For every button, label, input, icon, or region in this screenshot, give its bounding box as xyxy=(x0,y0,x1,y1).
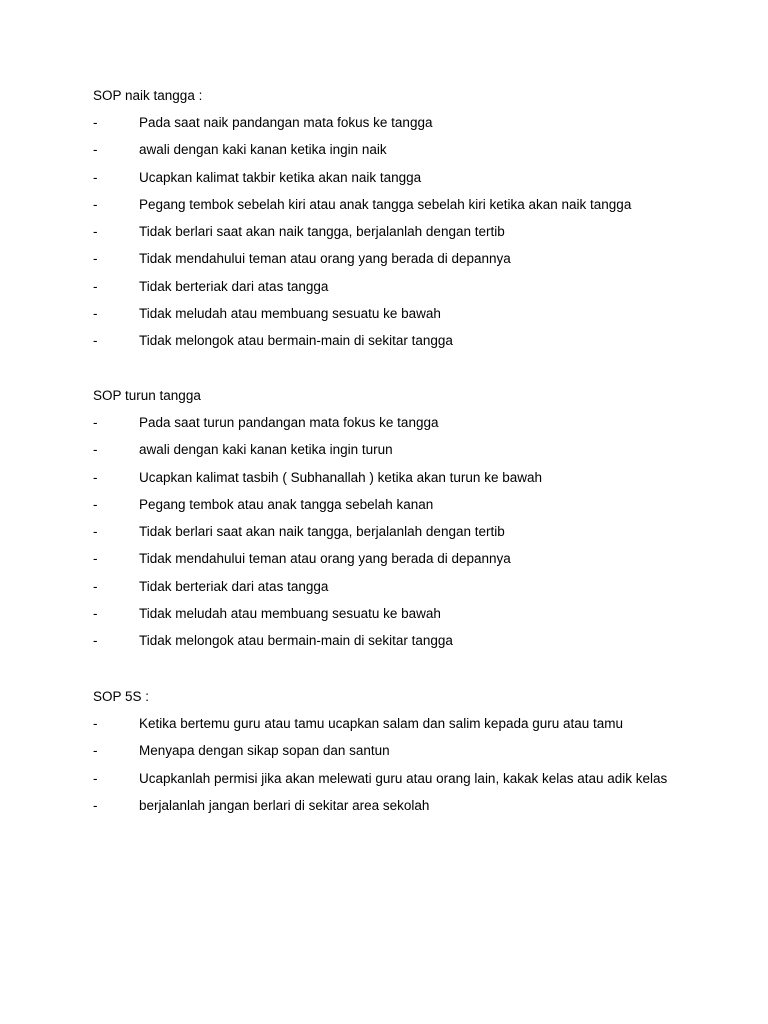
list-item-text: Ucapkan kalimat tasbih ( Subhanallah ) ketika akan turun ke bawah xyxy=(139,469,542,485)
bullet-dash: - xyxy=(93,251,98,267)
list-item-text: Tidak berteriak dari atas tangga xyxy=(139,578,329,594)
section-sop-naik-tangga xyxy=(93,82,753,355)
list-item-text: Tidak mendahului teman atau orang yang berada di depannya xyxy=(139,551,511,567)
bullet-dash: - xyxy=(93,770,98,786)
bullet-dash: - xyxy=(93,224,98,240)
bullet-dash: - xyxy=(93,306,98,322)
bullet-dash: - xyxy=(93,442,98,458)
bullet-dash: - xyxy=(93,333,98,349)
bullet-dash: - xyxy=(93,633,98,649)
list-item-text: Tidak berlari saat akan naik tangga, berjalanlah dengan tertib xyxy=(139,524,505,540)
list-item-text: Pada saat naik pandangan mata fokus ke tangga xyxy=(139,115,433,130)
section-sop-5s xyxy=(93,683,753,819)
list-item-text: Pada saat turun pandangan mata fokus ke tangga xyxy=(139,415,439,430)
bullet-dash: - xyxy=(93,469,98,485)
list-item-text: Ucapkan kalimat takbir ketika akan naik tangga xyxy=(139,169,422,185)
bullet-dash: - xyxy=(93,496,98,512)
list-item xyxy=(93,273,753,300)
list-item xyxy=(93,627,753,654)
list-item xyxy=(93,218,753,245)
list-item-text: Tidak mendahului teman atau orang yang berada di depannya xyxy=(139,251,511,267)
section-heading: SOP 5S : xyxy=(93,689,150,704)
bullet-dash: - xyxy=(93,716,98,731)
list-item-text: Tidak melongok atau bermain-main di sekitar tangga xyxy=(139,333,453,349)
list-item xyxy=(93,737,753,764)
list-item xyxy=(93,300,753,327)
list-item xyxy=(93,436,753,463)
section-heading: SOP turun tangga xyxy=(93,388,201,403)
list-item xyxy=(93,409,753,436)
bullet-dash: - xyxy=(93,551,98,567)
list-item-text: Tidak meludah atau membuang sesuatu ke bawah xyxy=(139,306,441,322)
list-item-text: Tidak berteriak dari atas tangga xyxy=(139,278,329,294)
list-item-text: awali dengan kaki kanan ketika ingin naik xyxy=(139,142,387,158)
list-item xyxy=(93,245,753,272)
list-item-text: Ketika bertemu guru atau tamu ucapkan salam dan salim kepada guru atau tamu xyxy=(139,716,624,731)
bullet-dash: - xyxy=(93,196,98,212)
bullet-dash: - xyxy=(93,797,98,813)
list-item xyxy=(93,545,753,572)
list-item xyxy=(93,109,753,136)
bullet-dash: - xyxy=(93,578,98,594)
list-item xyxy=(93,765,753,792)
list-item xyxy=(93,136,753,163)
bullet-dash: - xyxy=(93,524,98,540)
section-sop-turun-tangga xyxy=(93,382,753,655)
list-item-text: Pegang tembok atau anak tangga sebelah kanan xyxy=(139,496,434,512)
list-item xyxy=(93,710,753,737)
list-item-text: Tidak berlari saat akan naik tangga, berjalanlah dengan tertib xyxy=(139,224,505,240)
list-item-text: berjalanlah jangan berlari di sekitar area sekolah xyxy=(139,797,430,813)
bullet-dash: - xyxy=(93,115,98,130)
list-item xyxy=(93,464,753,491)
section-heading: SOP naik tangga : xyxy=(93,88,203,103)
list-item xyxy=(93,327,753,354)
list-item-text: Menyapa dengan sikap sopan dan santun xyxy=(139,743,390,759)
list-item-text: Ucapkanlah permisi jika akan melewati guru atau orang lain, kakak kelas atau adik kelas xyxy=(139,770,668,786)
bullet-dash: - xyxy=(93,606,98,622)
list-item-text: Tidak melongok atau bermain-main di sekitar tangga xyxy=(139,633,453,649)
bullet-dash: - xyxy=(93,169,98,185)
bullet-dash: - xyxy=(93,278,98,294)
list-item xyxy=(93,518,753,545)
bullet-dash: - xyxy=(93,743,98,759)
list-item xyxy=(93,191,753,218)
bullet-dash: - xyxy=(93,415,98,430)
bullet-dash: - xyxy=(93,142,98,158)
list-item-text: awali dengan kaki kanan ketika ingin turun xyxy=(139,442,393,458)
list-item-text: Pegang tembok sebelah kiri atau anak tangga sebelah kiri ketika akan naik tangga xyxy=(139,196,632,212)
list-item xyxy=(93,573,753,600)
list-item-text: Tidak meludah atau membuang sesuatu ke bawah xyxy=(139,606,441,622)
list-item xyxy=(93,164,753,191)
list-item xyxy=(93,491,753,518)
list-item xyxy=(93,600,753,627)
list-item xyxy=(93,792,753,819)
